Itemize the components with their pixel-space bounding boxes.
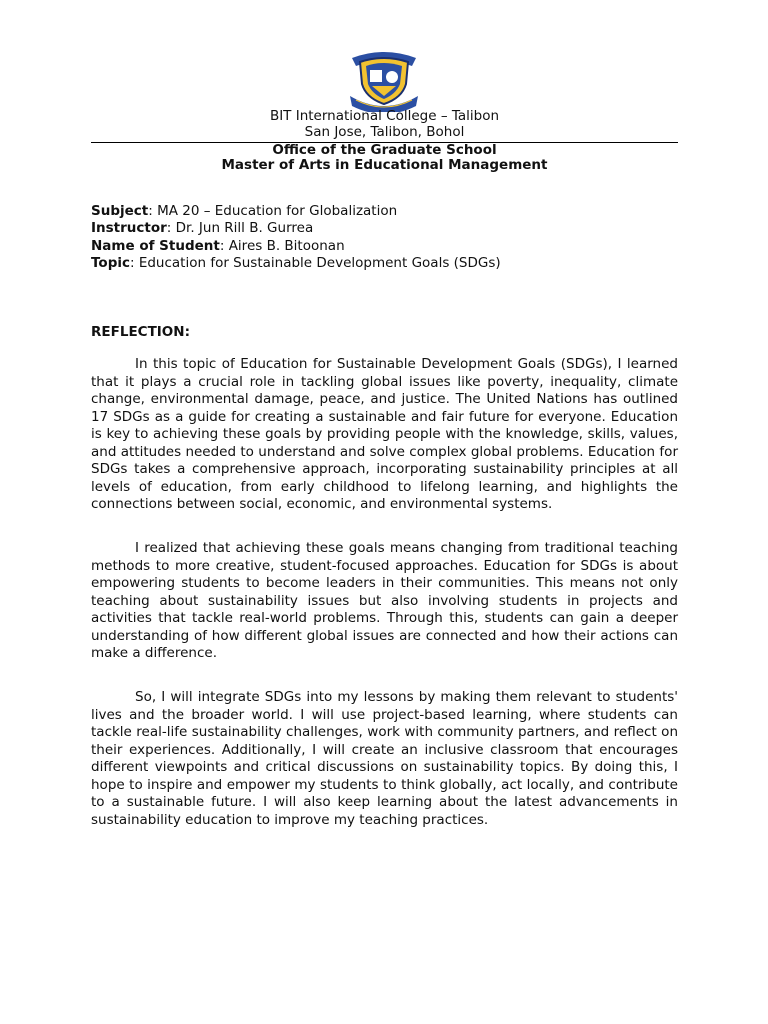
subject-value: : MA 20 – Education for Globalization — [148, 203, 398, 219]
header-divider — [91, 142, 678, 143]
topic-line — [91, 255, 691, 272]
section-heading: REFLECTION: — [91, 324, 190, 340]
college-seal-icon — [346, 50, 422, 112]
student-line — [91, 238, 691, 255]
college-name: BIT International College – Talibon — [269, 108, 500, 124]
program-title: Master of Arts in Educational Management — [221, 157, 548, 173]
instructor-value: : Dr. Jun Rill B. Gurrea — [166, 220, 314, 237]
subject-line — [91, 203, 691, 220]
student-label: Name of Student — [91, 237, 220, 254]
reflection-paragraph-3: So, I will integrate SDGs into my lessons by making them relevant to students' lives and the broader world. I will use project-based learning, where students can tackle real-life sustainability challenges, work with community partners, and reflect on their experiences. Additionally, I will create an inclusive classroom that encourages different viewpoints and critical discussions on sustainability topics. By doing this, I hope to inspire and empower my students to think globally, act locally, and contribute to a sustainable future. I will also keep learning about the latest advancements in sustainability education to improve my teaching practices. — [91, 689, 678, 828]
reflection-paragraph-1: In this topic of Education for Sustainable Development Goals (SDGs), I learned that it plays a crucial role in tackling global issues like poverty, inequality, climate change, environmental damage, peace, and justice. The United Nations has outlined 17 SDGs as a guide for creating a sustainable and fair future for everyone. Education is key to achieving these goals by providing people with the knowledge, skills, values, and attitudes needed to understand and solve complex global problems. Education for SDGs takes a comprehensive approach, incorporating sustainability principles at all levels of education, from early childhood to lifelong learning, and highlights the connections between social, economic, and environmental systems. — [91, 356, 678, 512]
instructor-line — [91, 220, 691, 237]
document-info — [91, 203, 691, 272]
topic-label: Topic — [91, 254, 130, 271]
subject-label: Subject — [91, 203, 149, 219]
college-address: San Jose, Talibon, Bohol — [304, 124, 465, 140]
reflection-paragraph-2: I realized that achieving these goals means changing from traditional teaching methods to more creative, student-focused approaches. Education for SDGs is about empowering students to become leaders in their communities. This means not only teaching about sustainability issues but also involving students in projects and activities that tackle real-world problems. Through this, students can gain a deeper understanding of how different global issues are connected and how their actions can make a difference. — [91, 540, 678, 661]
topic-value: : Education for Sustainable Development Goals (SDGs) — [129, 254, 501, 271]
office-title: Office of the Graduate School — [272, 142, 497, 158]
instructor-label: Instructor — [91, 220, 167, 237]
student-value: : Aires B. Bitoonan — [219, 237, 345, 254]
